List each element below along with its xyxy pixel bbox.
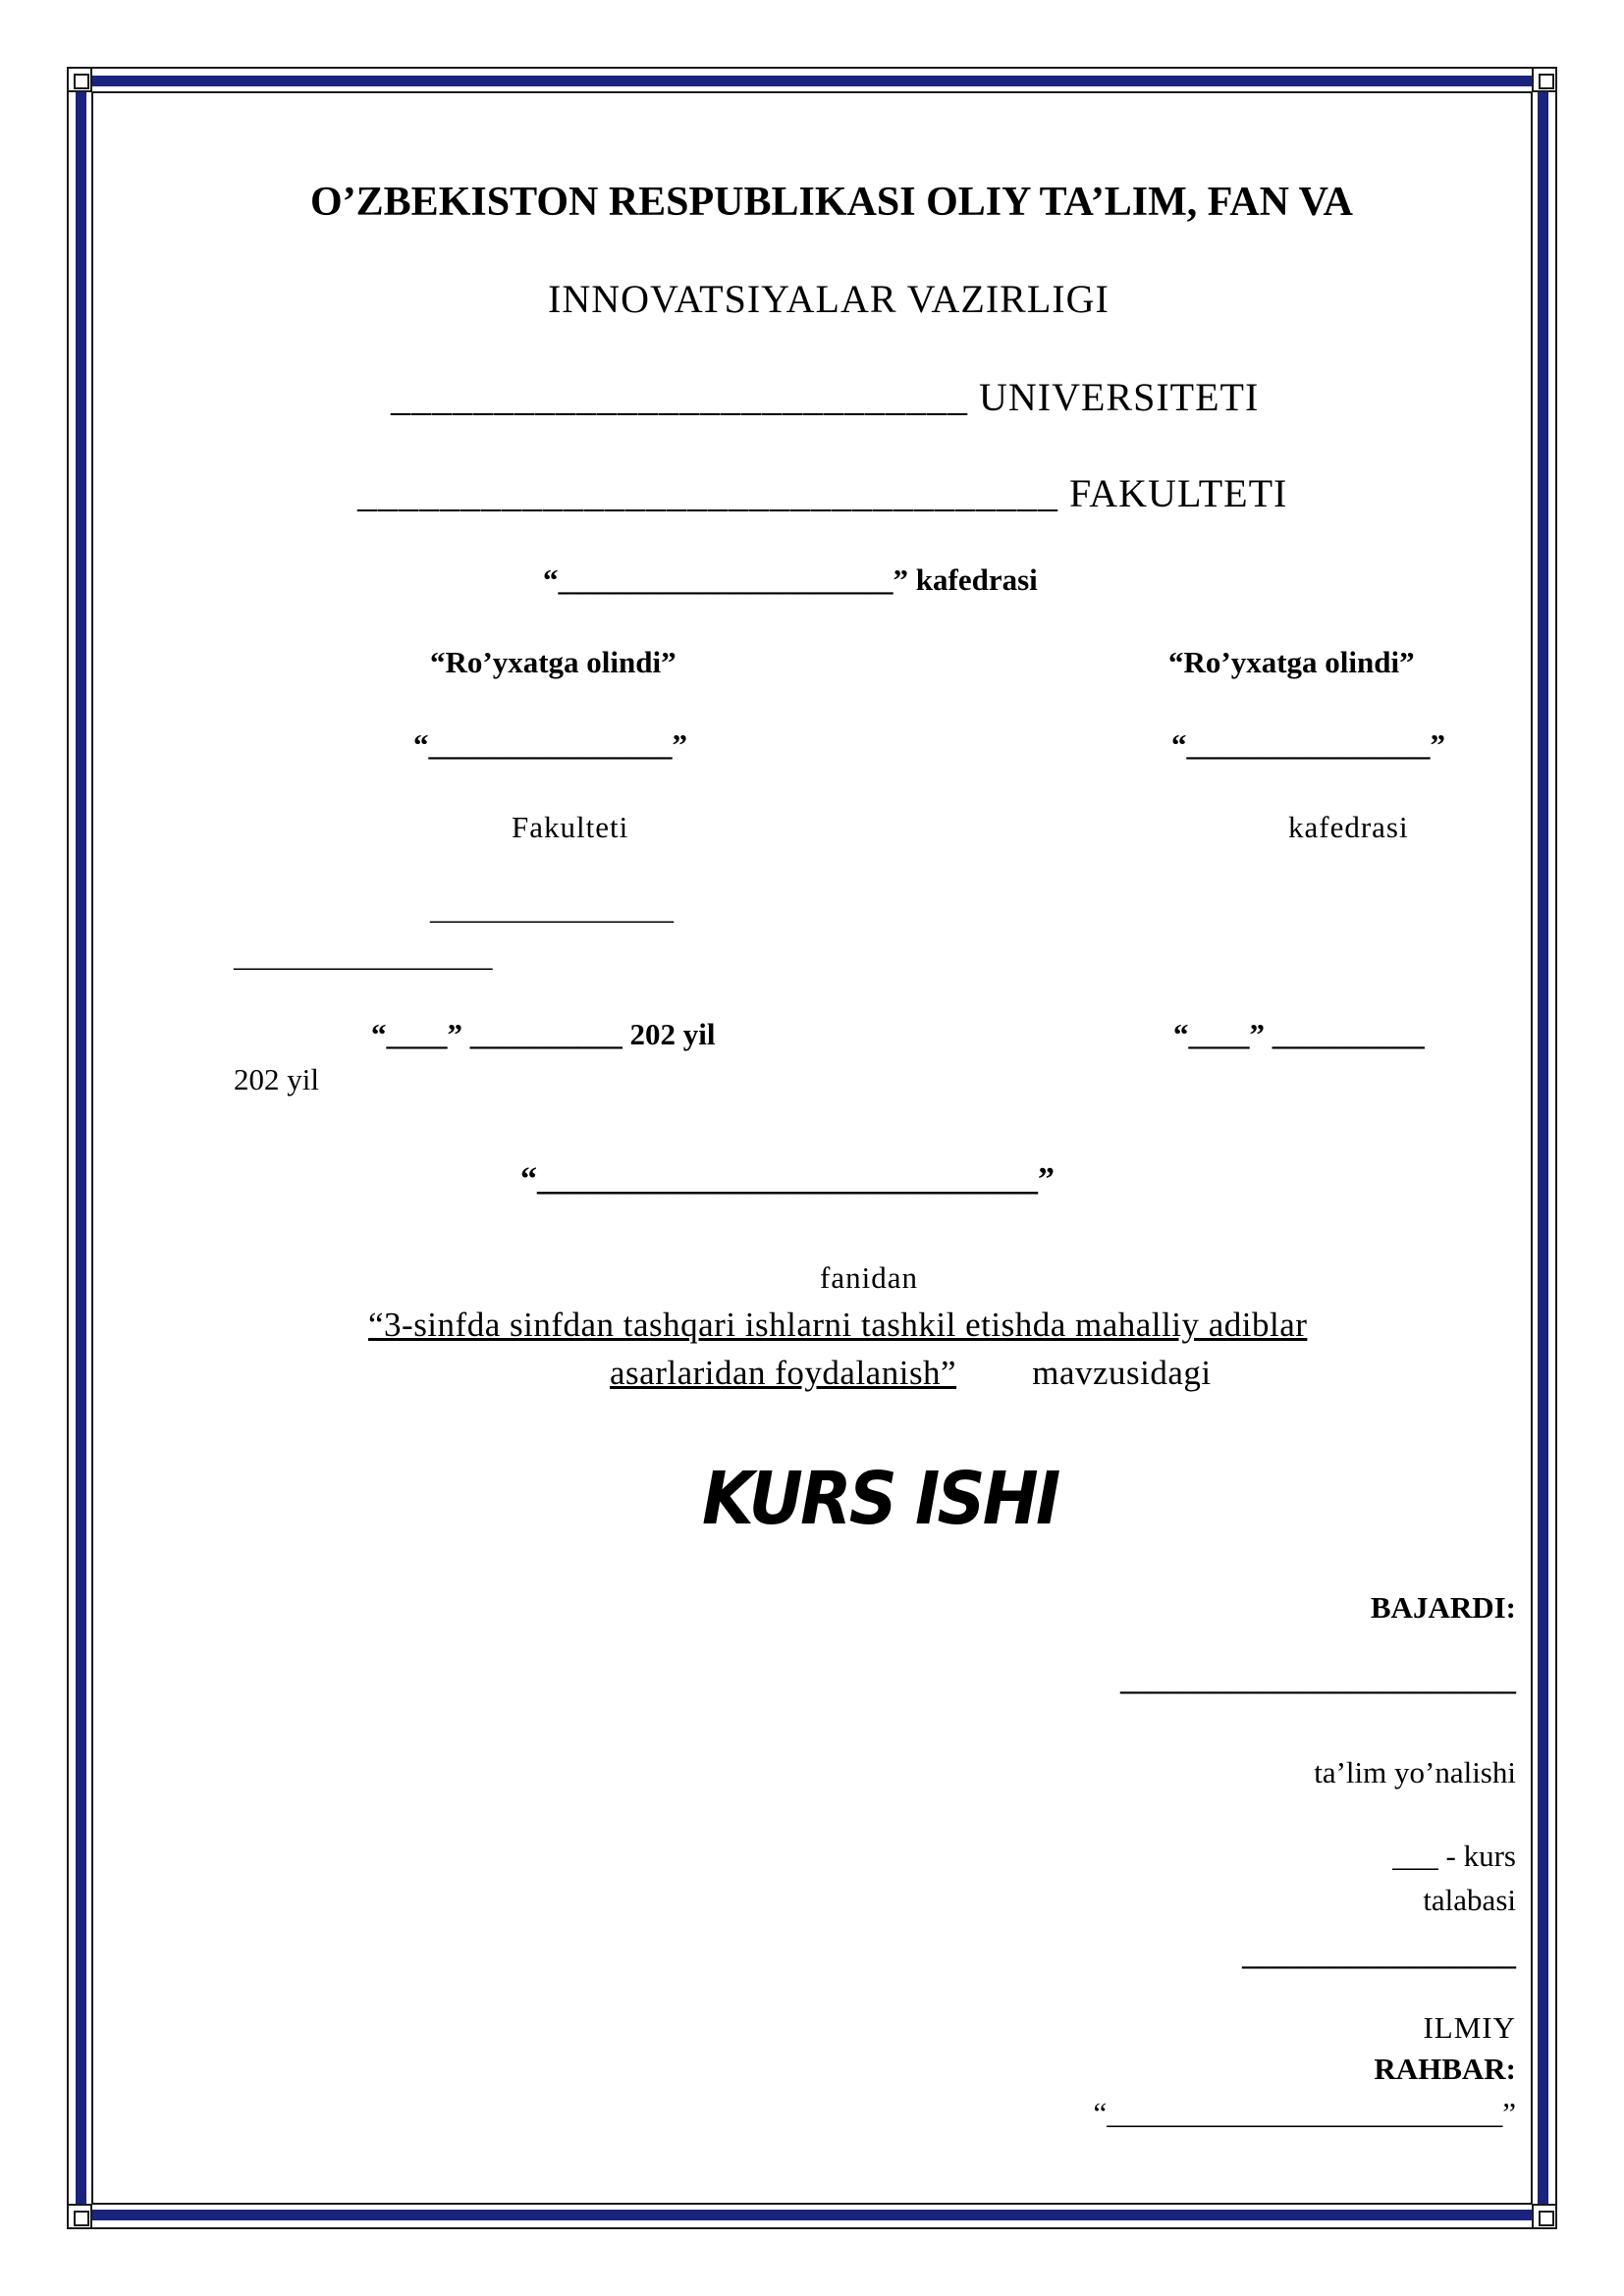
ministry-line-2: INNOVATSIYALAR VAZIRLIGI: [548, 277, 1110, 321]
topic-line-1: “3-sinfda sinfdan tashqari ishlarni tashkil etishda mahalliy adiblar: [368, 1306, 1308, 1344]
university-line: ____________________________ UNIVERSITETI: [391, 375, 1260, 419]
course-label: ___ - kurs: [1392, 1839, 1516, 1873]
registration-blank-left-2: _________________: [234, 938, 493, 973]
ministry-line-1: O’ZBEKISTON RESPUBLIKASI OLIY TA’LIM, FAN VA: [310, 180, 1353, 225]
topic-suffix: mavzusidagi: [1023, 1354, 1212, 1392]
student-name-blank: __________________: [1242, 1937, 1516, 1971]
registration-date-right: “____” __________: [1173, 1017, 1425, 1051]
registration-label-left: Fakulteti: [512, 810, 629, 844]
document-title: KURS ISHI: [702, 1457, 1058, 1541]
registration-title-left: “Ro’yxatga olindi”: [430, 645, 677, 679]
corner-ornament-top-right: [1532, 67, 1557, 92]
talabasi-label: talabasi: [1423, 1883, 1516, 1917]
registration-number-right: “________________”: [1171, 727, 1445, 762]
ilmiy-label: ILMIY: [1423, 2010, 1516, 2045]
department-line: “______________________” kafedrasi: [543, 562, 1038, 597]
registration-blank-left: ________________: [430, 891, 674, 926]
subject-fanidan: fanidan: [820, 1260, 918, 1295]
registration-label-right: kafedrasi: [1288, 810, 1409, 844]
direction-label: ta’lim yo’nalishi: [1314, 1755, 1516, 1789]
corner-ornament-bottom-right: [1532, 2204, 1557, 2229]
topic-line-2: asarlaridan foydalanish”: [610, 1354, 957, 1392]
rahbar-label: RAHBAR:: [1374, 2052, 1516, 2086]
faculty-line: __________________________________ FAKULTETI: [357, 471, 1288, 515]
registration-number-left: “________________”: [413, 727, 687, 762]
student-blank: __________________________: [1120, 1662, 1516, 1696]
subject-name-blank: “______________________________”: [520, 1161, 1055, 1198]
registration-title-right: “Ro’yxatga olindi”: [1168, 645, 1415, 679]
corner-ornament-top-left: [67, 67, 92, 92]
corner-ornament-bottom-left: [67, 2204, 92, 2229]
registration-year: 202 yil: [234, 1062, 319, 1096]
registration-date-left: “____” __________ 202 yil: [371, 1017, 716, 1051]
bajardi-label: BAJARDI:: [1370, 1590, 1516, 1625]
supervisor-blank: “__________________________”: [1093, 2096, 1516, 2130]
